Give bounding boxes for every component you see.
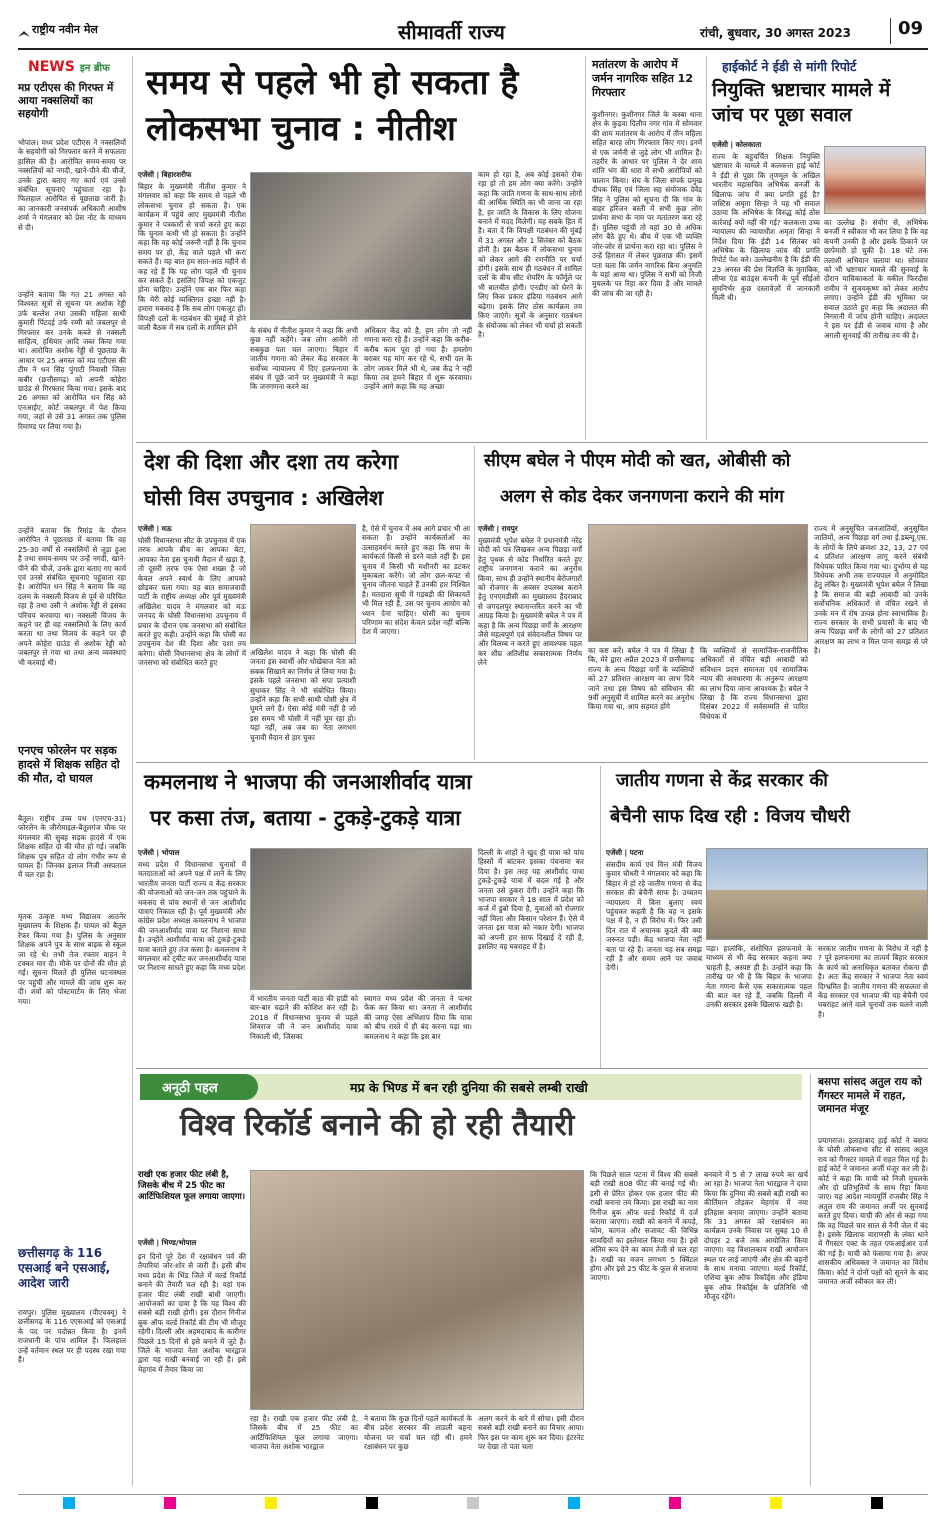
brief-body-6: रायपुर। पुलिस मुख्यालय (पीएचक्यू) ने छत्तीसगढ़ के 116 एएसआई को एसआई के पद पर पदोन्नत किया है। इनमें राजधानी के पांच शामिल हैं। फिलहाल उन्हें वर्तमान स्थल पर ही पदस्थ रखा गया है। bbox=[18, 1308, 126, 1365]
lead-col-3: अधिकार केंद्र को है, हम लोग तो नहीं गणना करा रहे हैं। उन्होंने कहा कि करीब-करीब काम पूरा हो गया है। हमलोग बराबर यह मांग कर रहे थे, सभी दल के लोग जाकर मिले भी थे, जब केंद्र ने नहीं किया तब हमने बिहार में शुरू करवाया। उन्होंने आगे कहा कि यह अच्छा bbox=[364, 326, 472, 392]
news-in-brief-title bbox=[28, 56, 128, 78]
rakhi-col-2: रहा है। राखी एक हजार फीट लंबी है, जिसके बीच में 25 फीट का आर्टिफिशियल फूल लगाया जाएगा। भाजपा नेता अशोक भारद्वाज bbox=[250, 1414, 358, 1452]
rakhi-tag-banner bbox=[140, 1074, 802, 1100]
kamalnath-col-2: में भारतीय जनता पार्टी काठ की हांडी को बार-बार चढ़ाने की कोशिश कर रही है। 2018 में विधानसभा चुनाव से पहले शिवराज जी ने जन आशीर्वाद यात्रा निकाली थी, जिसका bbox=[250, 994, 358, 1041]
brief-column-divider bbox=[132, 56, 133, 1486]
news-in-brief-column bbox=[18, 56, 130, 1486]
vijay-col-3: सरकार जातीय गणना के विरोध में नहीं है ? पूरे हलफनामा का तात्पर्य बिहार सरकार के कार्य को अनाधिकृत बताकर रोकना ही है। अतः केंद्र सरकार ने भाजपा नेता स्वयं दिग्भ्रमित हैं। जातीय गणना की सफलता से केंद्र सरकार एवं भाजपा की यह बेचैनी एवं घबराहट आने वाले चुनावों तक चलने वाली है। bbox=[818, 944, 928, 1019]
footer-registration-bar bbox=[18, 1494, 928, 1508]
section-title: सीमावर्ती राज्य bbox=[398, 20, 505, 44]
lead-dateline: एजेंसी | बिहारशरीफ bbox=[138, 170, 192, 179]
brief-headline-2: एनएच फोरलेन पर सड़क हादसे में शिक्षक सहित दो की मौत, दो घायल bbox=[18, 744, 120, 785]
lead-col-1: बिहार के मुख्यमंत्री नीतीश कुमार ने मंगलवार को कहा कि समय से पहले भी लोकसभा चुनाव हो सकता है। एक कार्यक्रम में पहुंचे आए मुख्यमंत्री नीतीश कुमार ने पत्रकारों से चर्चा करते हुए कहा कि चुनाव कभी भी हो सकता है। उन्होंने कहा कि वह कोई जरूरी नहीं है कि चुनाव समय पर हो, केंद्र वाले पहले भी करा सकते हैं। यह बात हम सात-आठ महीने से कह रहे हैं कि यह लोग पहले भी चुनाव कर सकते हैं। इसलिए विपक्ष को एकजुट होना चाहिए। उन्होंने एक बार फिर कहा कि मेरी कोई व्यक्तिगत इच्छा नहीं है। हमारा मकसद है कि सब लोग एकजुट हों। विपक्षी दलों के गठबंधन की मुंबई में होने वाली बैठक में सब दलों के शामिल होने bbox=[138, 182, 246, 333]
vijay-headline-1: जातीय गणना से केंद्र सरकार की bbox=[616, 770, 828, 791]
baghel-col-4: राज्य में अनुसूचित जनजातियों, अनुसूचित जातियों, अन्य पिछड़ा वर्ग तथा ई.डब्ल्यू.एस. के लोगों के लिये क्रमशः 32, 13, 27 एवं 4 प्रतिशत आरक्षण लागू करने संबंधी विधेयक पारित किया गया था। दुर्भाग्य से यह विधेयक अभी तक राज्यपाल में अनुमोदित हेतु लंबित है। मुख्यमंत्री भूपेश बघेल ने लिखा है कि समाज की बड़ी आबादी को उनके सर्वोचनिक अधिकारों से वंचित रखने से उनके मन में रोष उत्पन्न होना स्वाभाविक है। राज्य सरकार के सभी प्रयासों के बाद भी अन्य पिछड़ा वर्गों के लोगों को 27 प्रतिशत आरक्षण का लाभ न मिल पाना समझ से परे है। bbox=[814, 524, 928, 656]
news-label: NEWS bbox=[28, 59, 75, 75]
bird-logo-icon bbox=[18, 24, 30, 32]
basapa-body: प्रयागराज। इलाहाबाद हाई कोर्ट ने बसपा के घोसी लोकसभा सीट से सांसद अतुल राय को गैंगस्टर मामले में राहत मिल गई है। हाई कोर्ट ने जमानत अर्जी मंजूर कर ली है। कोर्ट ने कहा कि याची को निजी मुचलके और दो प्रतिभूतियों के साथ रिहा किया जाए। यह आदेश न्यायमूर्ति राजबीर सिंह ने अतुल राय की जमानत अर्जी पर सुनवाई करते हुए दिया। याची की ओर से कहा गया कि वह पिछले चार साल से नैनी जेल में बंद है। इसके खिलाफ वाराणसी के लंका थाने में गैंगस्टर एक्ट के तहत एफआईआर दर्ज की गई है। याची को फंसाया गया है। अपर शासकीय अधिवक्ता ने जमानत का विरोध किया। कोर्ट ने दोनों पक्षों को सुनने के बाद जमानत अर्जी स्वीकार कर ली। bbox=[818, 1136, 928, 1287]
baghel-col-2: का कष्ट करें। बघेल ने पत्र में लिखा है कि, मेरे द्वारा अप्रैल 2023 में छत्तीसगढ़ राज्य के अन्य पिछड़ा वर्गों के व्यक्तियों को 27 प्रतिशत आरक्षण का लाभ दिये जाने तथा इस विषय को संविधान की 9वीं अनुसूची में शामिल करने का अनुरोध किया गया था, आप सहमत होंगे bbox=[588, 646, 694, 712]
kamalnath-col-1: मध्य प्रदेश में विधानसभा चुनावों में मतदाताओं को अपने पक्ष में लाने के लिए भारतीय जनता पार्टी राज्य व केंद्र सरकार की योजनाओं को जन-जन तक पहुंचाने के मकसद से पांच स्थानों से जन आशीर्वाद यात्राएं निकाल रही है। पूर्व मुख्यमंत्री और कांग्रेस प्रदेश अध्यक्ष कमलनाथ ने भाजपा की जनआशीर्वाद यात्रा पर निशाना साधा है। उन्होंने आशीर्वाद यात्रा को टुकड़े-टुकड़े यात्रा बताते हुए तंज कसा है। कमलनाथ ने मंगलवार को ट्वीट कर जनआशीर्वाद यात्रा पर निशाना साधते हुए कहा कि मध्य प्रदेश bbox=[138, 860, 246, 973]
baghel-col-3: कि व्यक्तियों से सामाजिक-राजनीतिक अधिकारों से वंचित बड़ी आबादी को संविधान प्रदत्त समानता एवं सामाजिक न्याय की अवधारणा के अनुरूप आरक्षण का लाभ दिया जाना आवश्यक है। बघेल ने लिखा है कि राज्य विधानसभा द्वारा दिसंबर 2022 में सर्वसम्मति से पारित विधेयक में bbox=[700, 646, 808, 721]
hc-kicker: हाईकोर्ट ने ईडी से मांगी रिपोर्ट bbox=[722, 59, 857, 74]
rakhi-photo bbox=[250, 1170, 584, 1410]
date-divider bbox=[890, 18, 891, 44]
rakhi-basapa-divider bbox=[810, 1074, 811, 1486]
akhilesh-headline-1: देश की दिशा और दशा तय करेगा bbox=[144, 450, 399, 474]
brand-name: राष्ट्रीय नवीन मेल bbox=[32, 23, 98, 36]
rakhi-col-4: अलग करने के बारे में सोचा। इसी दौरान सबसे बड़ी राखी बनाने का विचार आया। फिर इस पर काम शुरू कर दिया। इंटरनेट पर देखा तो पता चला bbox=[478, 1414, 584, 1452]
lead-col-4: काम हो रहा है, अब कोई इसको रोक रहा हो तो हम लोग क्या करेंगे। उन्होंने कहा कि जाति गणना के साथ-साथ लोगों की आर्थिक स्थिति का भी जाना जा रहा है, हर जाति के विकास के लिए योजना बनाने में मदद मिलेगी। यह सबके हित में है। बता दें कि विपक्षी गठबंधन की मुंबई में 31 अगस्त और 1 सितंबर को बैठक होनी है। इस बैठक में लोकसभा चुनाव को लेकर आगे की रणनीति पर चर्चा होगी। इसके साथ ही गठबंधन में शामिल दलों के बीच सीट शेयरिंग के फॉर्मूले पर भी बातचीत होगी। एनडीए को घेरने के लिए किस प्रकार इंडिया गठबंधन आगे बढ़ेगा। इसके लिए ठोस कार्यक्रम तय किए जाएंगे। सूत्रों के अनुसार गठबंधन के संयोजक को लेकर भी चर्चा हो सकती है। bbox=[478, 170, 582, 339]
hc-col-1: राज्य के बहुचर्चित शिक्षक नियुक्ति भ्रष्टाचार के मामले में कलकत्ता हाई कोर्ट ने ईडी से पूछा कि तृणमूल के अखिल भारतीय महासचिव अभिषेक बनर्जी के खिलाफ जांच में क्या प्रगति हुई है? जस्टिस अमृता सिन्हा ने यह भी सवाल उठाया कि अभिषेक के विरुद्ध कोई ठोस कार्रवाई क्यों नहीं की गई? कलकत्ता उच्च न्यायालय की न्यायाधीश अमृता सिन्हा ने निर्देश दिया कि ईडी 14 सितंबर को अभिषेक के खिलाफ जांच की प्रगति रिपोर्ट पेश करे। उल्लेखनीय है कि ईडी की 23 अगस्त की प्रेस विज्ञप्ति के मुताबिक, लीप्स एंड बाउंड्स कंपनी के पूर्व सीईओ सुमनिर्भर कुछ दस्तावेज़ों में जानकारी मिली थी। bbox=[712, 152, 820, 303]
kamalnath-col-3: स्वागत मध्य प्रदेश की जनता ने पत्थर फेंक कर किया था। जनता ने आशीर्वाद की जगह ऐसा अभिशाप दिया कि यात्रा को बीच रास्ते में ही बंद करना पड़ा था। कमलनाथ ने कहा कि इस बार bbox=[364, 994, 472, 1041]
hc-dateline: एजेंसी | कोलकाता bbox=[712, 140, 762, 149]
german-body: कुशीनगर। कुशीनगर जिले के कस्बा थाना क्षेत्र के कुड़वा दिलीप नगर गांव में सोमवार की शाम मतांतरण के आरोप में तीन महिला सहित बारह लोग गिरफ्तार किए गए। इनमें से एक जर्मनी से जुड़े लोग भी शामिल हैं। तहरीर के आधार पर पुलिस ने देर शाम शांति भंग की धारा में सभी आरोपियों को चालान किया। संघ के जिला संपर्क प्रमुख दीपक सिंह एवं जिला सह संयोजक देवेंद्र सिंह ने पुलिस को सूचना दी कि गांव के बाहर हरिजन बस्ती में सभी कुछ लोग प्रार्थना सभा के नाम पर मतांतरण करा रहे हैं। पुलिस पहुंची तो वहां 30 से अधिक लोग बैठे हुए थे। बीच में एक भी व्यक्ति जोर-जोर से प्रार्थना करा रहा था। पुलिस ने उन्हें हिरासत में लेकर पूछताछ की। इसमें पता चला कि जर्मन नागरिक बिना अनुमति के यहां आया था। पुलिस ने सभी को निजी मुचलके पर रिहा कर दिया है और मामले की जांच की जा रही है। bbox=[592, 110, 702, 298]
page-date: रांची, बुधवार, 30 अगस्त 2023 bbox=[700, 26, 852, 40]
masthead bbox=[18, 14, 928, 50]
baghel-dateline: एजेंसी | रायपुर bbox=[478, 524, 518, 533]
akhilesh-col-3: है, ऐसे में चुनाव में अब आगे प्रचार भी आ सकता है। उन्होंने कार्यकर्ताओं का उत्साहवर्धन करते हुए कहा कि सपा के कार्यकर्ता किसी से डरने वाले नहीं हैं। इस चुनाव में किसी भी मशीनरी का डटकर मुकाबला करेंगे। जो लोग छल-कपट से चुनाव जीतना चाहते हैं उनकी हार निश्चित है। मतदाता सूची में गड़बड़ी की शिकायतें भी मिल रही हैं, उस पर चुनाव आयोग को ध्यान देना चाहिए। घोसी का चुनाव परिणाम का संदेश केवल प्रदेश नहीं बल्कि देश में जाएगा। bbox=[362, 524, 470, 637]
rakhi-callout: राखी एक हजार फीट लंबी है, जिसके बीच में 25 फीट का आर्टिफिशियल फूल लगाया जाएगा। bbox=[138, 1170, 246, 1202]
lead-col-2: के संबंध में नीतीश कुमार ने कहा कि अभी कुछ नहीं कहेंगे। जब लोग आयेंगे तो सबकुछ पता चल जाएगा। बिहार में जातीय गणना को लेकर केंद्र सरकार के सर्वोच्च न्यायालय में दिए हलफनामा के संबंध में पूछे जाने पर मुख्यमंत्री ने कहा कि जनगणना करने का bbox=[250, 326, 358, 392]
akhilesh-col-2: अखिलेश यादव ने कहा कि घोसी की जनता इस स्वार्थी और धोखेबाज नेता को सबक सिखाने का निर्णय ले लिया गया है। इसके पहले जनसभा को सपा प्रत्याशी सुधाकर सिंह ने भी संबोधित किया। उन्होंने कहा कि सभी साथी घोसी क्षेत्र में घूमने लगे हैं। ऐसा कोई मंत्री नहीं है जो इस समय भी घोसी में नहीं घूम रहा हो। यहां नहीं, अब जब का नेता लगभग चुनावी मैदान से हार चुका bbox=[250, 648, 356, 742]
baghel-photo bbox=[588, 524, 808, 642]
kamalnath-photo bbox=[250, 848, 472, 990]
german-headline: मतांतरण के आरोप में जर्मन नागरिक सहित 12 गिरफ्तार bbox=[592, 58, 693, 99]
color-swatch bbox=[669, 1497, 681, 1509]
kamalnath-vijay-divider bbox=[600, 766, 601, 1068]
rakhi-col-6: बनवाने में 5 से 7 लाख रुपये का खर्च आ रहा है। भाजपा नेता भारद्वाज ने दावा किया कि दुनिया की सबसे बड़ी राखी का कीर्तिमान तोड़कर मेहगांव में नया इतिहास बनाया जाएगा। उन्होंने बताया कि 31 अगस्त को रक्षाबंधन का कार्यक्रम उनके निवास पर सुबह 10 से दोपहर 2 बजे तक आयोजित किया जाएगा। यह विशालकाय राखी आयोजन स्थल पर लाई जाएगी और क्षेत्र की बहनों के साथ मनाया जाएगा। वर्ल्ड रिकॉर्ड, एशिया बुक ऑफ रिकॉर्ड्स और इंडिया बुक ऑफ रिकॉर्ड्स के प्रतिनिधि भी मौजूद रहेंगे। bbox=[704, 1170, 808, 1302]
brief-body-1: भोपाल। मध्य प्रदेश एटीएस ने नक्सलियों के सहयोगी को गिरफ्तार करने में सफलता हासिल की है। आरोपित समय-समय पर नक्सलियों को नगदी, खाने-पीने की चीजें, उनके द्वारा बताए गए कार्य एवं उनसे संबंधित सूचनाएं पहुंचाता रहा है। फिलहाल आरोपित से पूछताछ जारी है। का जानकारी जनसंपर्क अधिकारी आशीष शर्मा ने मंगलवार को प्रेस नोट के माध्यम से दी। bbox=[18, 138, 126, 232]
german-column-divider bbox=[585, 56, 586, 440]
rakhi-headline: विश्व रिकॉर्ड बनाने की हो रही तैयारी bbox=[180, 1108, 575, 1143]
brief-body-4: बैतूल। राष्ट्रीय उच्च पथ (एनएच-31) फोरलेन के जीरोमाइल-बैतूलगंज चौक पर मंगलवार की सुबह सड़क हादसे में एक शिक्षक सहित दो की मौत हो गई। जबकि शिक्षक पुत्र सहित दो लोग गंभीर रूप से घायल हैं। जिनका इलाज निजी अस्पताल में चल रहा है। bbox=[18, 814, 126, 880]
header-rule bbox=[18, 48, 928, 50]
brief-body-3: उन्होंने बताया कि रिमांड के दौरान आरोपित ने पूछताछ में बताया कि वह 25-30 वर्षों से नक्सलियों से जुड़ा हुआ है तथा समय-समय पर उन्हें नगदी, खाने-पीने की चीजें, उनके द्वारा बताए गए कार्य एवं उनसे संबंधित सूचनाएं पहुंचाता रहा है। आरोपित धन सिंह ने बताया कि वह दलम के नक्सली विजय से पूर्व से परिचित रहा है तथा उसी ने अशोक रेड्डी से इसका परिचय करवाया था। नक्सली विजय के कहने पर ही वह नक्सलियों के लिए कार्य करता था तथा विजय के कहने पर ही अपने कोहेरा ग्राउंड से अशोक रेड्डी को जबलपुर ले गया था तथा अन्य व्यवस्थाएं भी करवाई थी। bbox=[18, 526, 126, 667]
baghel-headline-1: सीएम बघेल ने पीएम मोदी को खत, ओबीसी को bbox=[484, 451, 791, 471]
brief-headline-1: मप्र एटीएस की गिरफ्त में आया नक्सलियों का सहयोगी bbox=[18, 82, 114, 120]
page-number: 09 bbox=[898, 18, 924, 39]
color-swatch-strip bbox=[18, 1497, 928, 1509]
kamalnath-col-4: दिल्ली के शाहों ने खुद ही यात्रा को पांच हिस्सों में बांटकर इसका पंचनामा कर दिया है। इस तरह यह आशीर्वाद यात्रा टुकड़े-टुकड़े यात्रा में बदल गई है और जनता उसे ठुकरा देगी। उन्होंने कहा कि भाजपा सरकार ने 18 साल में प्रदेश को कर्ज में डुबो दिया है, युवाओं को रोजगार नहीं मिला और किसान परेशान हैं। ऐसे में जनता इस यात्रा को नकार देगी। भाजपा को अपनी हार साफ दिखाई दे रही है, इसलिए वह घबराहट में है। bbox=[478, 848, 584, 952]
row3-rule bbox=[136, 1068, 928, 1069]
rakhi-col-5: कि पिछले साल पटना में विश्व की सबसे बड़ी राखी 808 फीट की बनाई गई थी। इसी से प्रेरित होकर एक हजार फीट की राखी बनाना तय किया। इस राखी का नाम गिनीज बुक ऑफ वर्ल्ड रिकॉर्ड में दर्ज कराया जाएगा। राखी को बनाने में कपड़े, फोम, कागज और सजावट की विभिन्न सामग्रियों का इस्तेमाल किया गया है। इसे अंतिम रूप देने का काम तेजी से चल रहा है। राखी का वजन लगभग 5 क्विंटल होगा और इसे 25 फीट के फूल से सजाया जाएगा। bbox=[590, 1170, 698, 1283]
brief-body-2: उन्होंने बताया कि गत 21 अगस्त को विश्वस्त सूत्रों से सूचना पर अशोक रेड्डी उर्फ बल्लेश तथा उसकी महिला साथी कुमारी पिंटदई उर्फ रम्मी को जबलपुर से गिरफ्तार कर उनके कब्जे से नक्सली साहित्य, हथियार आदि जब्त किया गया था। आरोपित अशोक रेड्डी से पूछताछ के आधार पर 25 अगस्त को मप्र एटीएस की टीम ने धन सिंह पुंगाटी निवासी जिला कबीर (छत्तीसगढ़) को अपनी कोहेरा ग्राउंड से गिरफ्तार किया गया। इसके बाद 26 अगस्त को आरोपित धन सिंह को एनआईए, कोर्ट जबलपुर में पेश किया गया, जहां से उसे 31 अगस्त तक पुलिस रिमाण्ड पर लिया गया है। bbox=[18, 290, 126, 431]
color-swatch bbox=[467, 1497, 479, 1509]
row2-rule bbox=[136, 762, 928, 763]
baghel-col-1: मुख्यमंत्री भूपेश बघेल ने प्रधानमंत्री नरेंद्र मोदी को पत्र लिखकर अन्य पिछड़ा वर्गों हेतु पृथक से कोड निर्धारित करते हुए राष्ट्रीय जनगणना कराने का अनुरोध किया, साथ ही उन्होंने स्थानीय बेरोजगारों को रोजगार के अवसर उपलब्ध कराने हेतु एनएमडीसी का मुख्यालय हैदराबाद से जगदलपुर स्थानान्तरित करने का भी आग्रह किया है। मुख्यमंत्री बघेल ने पत्र में कहा है कि अन्य पिछड़ा वर्गों के आरक्षण जैसे महत्वपूर्ण एवं संवेदनशील विषय पर और विलम्ब न करते हुए आवश्यक पहल कर शीघ्र अतिशीघ्र सकारात्मक निर्णय लेने bbox=[478, 536, 582, 668]
akhilesh-dateline: एजेंसी | मऊ bbox=[138, 524, 172, 533]
kamalnath-headline-2: पर कसा तंज, बताया - टुकड़े-टुकड़े यात्रा bbox=[150, 806, 461, 830]
akhilesh-photo bbox=[250, 524, 356, 644]
rakhi-dateline: एजेंसी | भिण्ड/भोपाल bbox=[138, 1238, 197, 1247]
brief-body-5: मृतक उत्कृष्ट मध्य विद्यालय आठनेर मुख्यालय के शिक्षक हैं। घायल को बैतूल रेफर किया गया है। पुलिस के अनुसार शिक्षक अपने पुत्र के साथ बाइक से स्कूल जा रहे थे। तभी तेज रफ्तार वाहन ने टक्कर मार दी। मौके पर दोनों की मौत हो गई। सूचना मिलते ही पुलिस घटनास्थल पर पहुंची और मामले की जांच शुरू कर दी। शवों को पोस्टमार्टम के लिए भेजा गया। bbox=[18, 912, 126, 1006]
nitish-photo bbox=[250, 172, 472, 320]
color-swatch bbox=[164, 1497, 176, 1509]
vijay-col-1: संसदीय कार्य एवं वित्त मंत्री विजय कुमार चौधरी ने मंगलवार को कहा कि बिहार में हो रहे जातीय गणना से केंद्र सरकार की बेचैनी साफ है। उच्चतम न्यायालय में बिना बुलाए स्वयं पहुंचकर कहती है कि वह न इसके पक्ष में है, न ही विरोध में। फिर उसी दिन रात में अचानक कूदते की क्या जरूरत पड़ी। केंद्र भाजपा नेता नहीं बता पा रहे हैं। जनता यह सब समझ रही है और समय आने पर जवाब देगी। bbox=[606, 860, 702, 973]
vijay-col-2: पड़ा। हालांकि, संशोधित हलफनामे के माध्यम से भी केंद्र सरकार कहना क्या चाहती है, अस्पष्ट ही है। उन्होंने कहा कि तारीख पर भी है कि बिहार के भाजपा नेता गणना कैसे एक सकारात्मक पहल की बात कर रहे हैं, जबकि दिल्ली में उनकी सरकार इसके खिलाफ खड़ी है। bbox=[706, 944, 812, 1010]
brief-headline-3: छत्तीसगढ़ के 116 एसआई बने एसआई, आदेश जारी bbox=[18, 1246, 111, 1290]
rakhi-tag: अनूठी पहल bbox=[162, 1081, 218, 1096]
rakhi-col-3: ने बताया कि कुछ दिनों पहले कार्यकर्ता के बीच प्रदेश सरकार की लाडली बहना योजना पर चर्चा चल रही थी। हमने रक्षाबंधन पर कुछ bbox=[364, 1414, 472, 1452]
hc-column-divider bbox=[706, 56, 707, 440]
row1-rule bbox=[136, 442, 928, 443]
court-building-photo bbox=[824, 146, 926, 214]
hc-col-2: का उल्लेख है। संयोग से, अभिषेक बनर्जी ने स्वीकार भी कर लिया है कि वह कंपनी उनकी है और इसके ठिकाने पर छापेमारी हो चुकी है। 18 घंटे तक तलाशी अभियान चलाया था। सोमवार को भी भ्रष्टाचार मामले की सुनवाई के दौरान याचिकाकर्ता के वकील फिरदौस शमीम ने सुजयकृष्ण को लेकर आरोप लगाए। उन्होंने ईडी की भूमिका पर सवाल उठाते हुए कहा कि अदालत की निगरानी में जांच होनी चाहिए। अदालत ने इस पर ईडी से जवाब मांगा है और अगली सुनवाई की तारीख तय की है। bbox=[824, 218, 928, 340]
color-swatch bbox=[770, 1497, 782, 1509]
vijay-photo bbox=[706, 848, 928, 940]
kamalnath-headline-1: कमलनाथ ने भाजपा की जनआशीर्वाद यात्रा bbox=[144, 770, 472, 794]
color-swatch bbox=[568, 1497, 580, 1509]
akhilesh-col-1: घोसी विधानसभा सीट के उपचुनाव में एक तरफ आपके बीच का आपका बेटा, आपका नेता इस चुनावी मैदान में खड़ा है, तो दूसरी तरफ एक ऐसा शख्स है जो केवल अपने स्वार्थ के लिए आपको छोड़कर चला गया। यह बात समाजवादी पार्टी के राष्ट्रीय अध्यक्ष और पूर्व मुख्यमंत्री अखिलेश यादव ने मंगलवार को मऊ जनपद के घोसी विधानसभा उपचुनाव में प्रचार के दौरान एक जनसभा को संबोधित करते हुए कही। उन्होंने कहा कि घोसी का उपचुनाव देश की दिशा और दशा तय करेगा। घोसी विधानसभा क्षेत्र के लोगों में जनसभा को संबोधित करते हुए bbox=[138, 536, 246, 668]
basapa-headline: बसपा सांसद अतुल राय को गैंगस्टर मामले में राहत, जमानत मंजूर bbox=[818, 1076, 922, 1115]
in-brief-label: इन ब्रीफ bbox=[79, 63, 110, 74]
rakhi-kicker: मप्र के भिण्ड में बन रही दुनिया की सबसे लम्बी राखी bbox=[350, 1080, 588, 1095]
color-swatch bbox=[871, 1497, 883, 1509]
color-swatch bbox=[265, 1497, 277, 1509]
lead-headline: समय से पहले भी हो सकता है लोकसभा चुनाव : नीतीश bbox=[146, 63, 519, 149]
color-swatch bbox=[63, 1497, 75, 1509]
vijay-dateline: एजेंसी | पटना bbox=[606, 848, 644, 857]
hc-headline: नियुक्ति भ्रष्टाचार मामले में जांच पर पूछा सवाल bbox=[712, 79, 891, 126]
baghel-headline-2: अलग से कोड देकर जनगणना कराने की मांग bbox=[500, 487, 784, 507]
vijay-headline-2: बेचैनी साफ दिख रही : विजय चौधरी bbox=[610, 806, 851, 827]
kamalnath-dateline: एजेंसी | भोपाल bbox=[138, 848, 180, 857]
akhilesh-baghel-divider bbox=[474, 446, 475, 760]
color-swatch bbox=[366, 1497, 378, 1509]
akhilesh-headline-2: घोसी विस उपचुनाव : अखिलेश bbox=[144, 486, 384, 510]
rakhi-col-1: इन दिनों पूरे देश में रक्षाबंधन पर्व की तैयारियां जोर-शोर से जारी हैं। इसी बीच मध्य प्रदेश के भिंड जिले में वर्ल्ड रिकॉर्ड बनाने की तैयारी चल रही है। यहां एक हजार फीट लंबी राखी बांधी जाएगी। आयोजकों का दावा है कि यह विश्व की सबसे बड़ी राखी होगी। इस दौरान गिनीज बुक ऑफ वर्ल्ड रिकॉर्ड की टीम भी मौजूद रहेगी। दिल्ली और अहमदाबाद के कारीगर पिछले 15 दिनों से इसे बनाने में जुटे हैं। जिले के भाजपा नेता अशोक भारद्वाज द्वारा यह राखी बनवाई जा रही है। इसे मेहगांव में तैयार किया जा bbox=[138, 1252, 246, 1374]
